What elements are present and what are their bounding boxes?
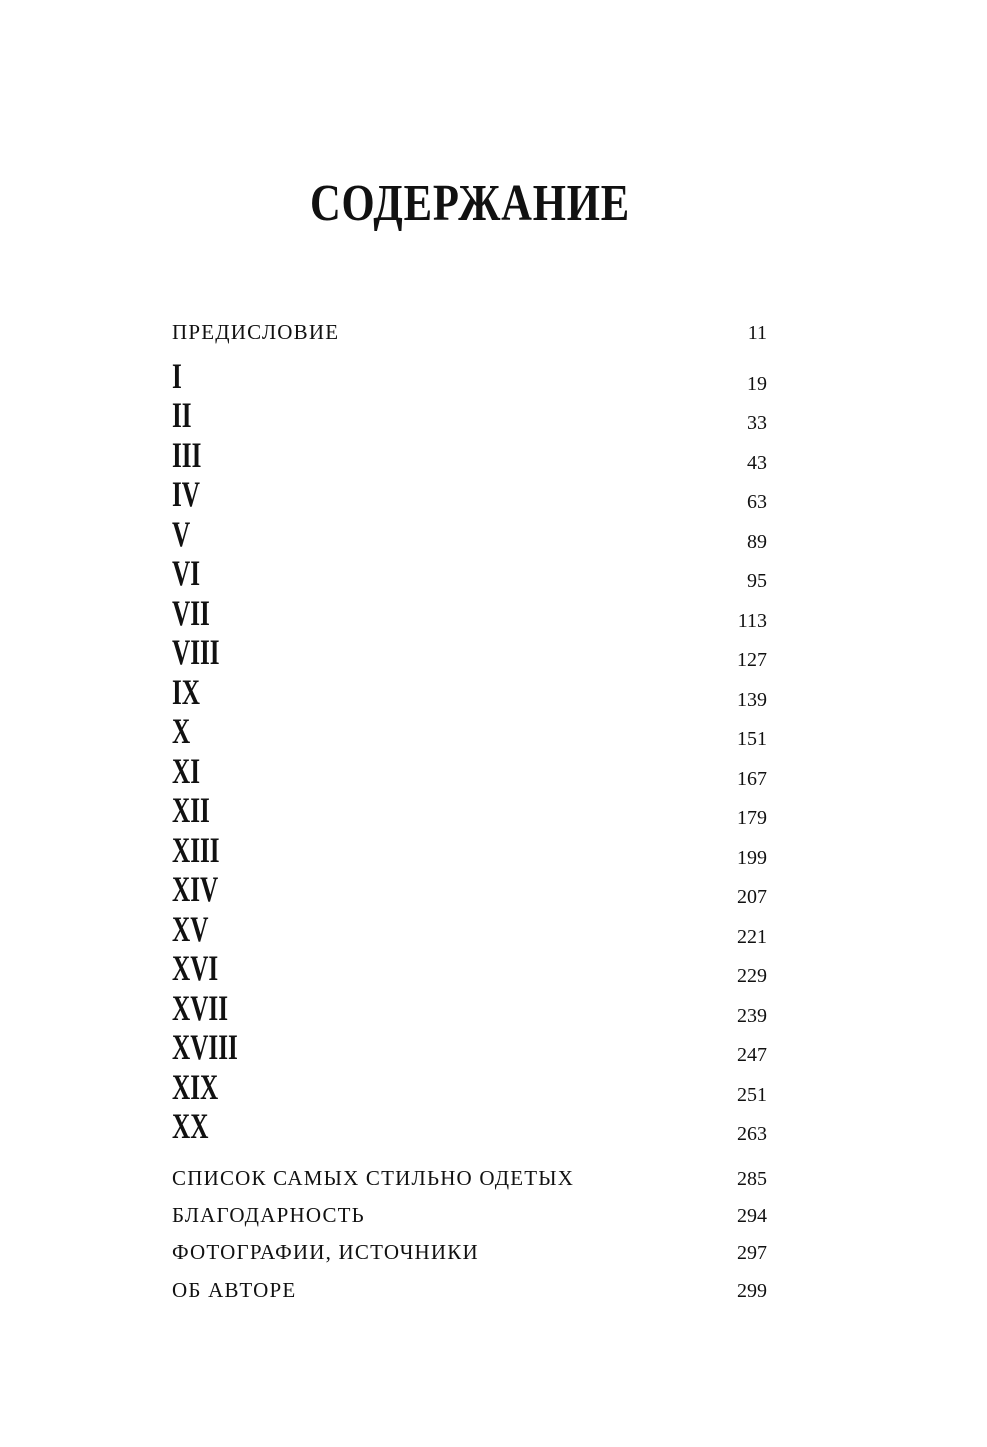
chapter-number: X bbox=[172, 711, 191, 751]
chapter-number: XX bbox=[172, 1106, 209, 1146]
page-number: 297 bbox=[737, 1242, 767, 1264]
toc-entry bbox=[172, 1029, 767, 1065]
page-number: 63 bbox=[747, 491, 767, 513]
toc-entry-label: БЛАГОДАРНОСТЬ bbox=[172, 1203, 365, 1227]
page-number: 229 bbox=[737, 965, 767, 987]
chapter-number: V bbox=[172, 514, 191, 554]
toc-entry bbox=[172, 634, 767, 670]
table-of-contents bbox=[172, 0, 767, 1447]
toc-entry bbox=[172, 792, 767, 828]
page-title: СОДЕРЖАНИЕ bbox=[309, 175, 631, 232]
chapter-number: II bbox=[172, 395, 192, 435]
chapter-number: VIII bbox=[172, 632, 220, 672]
toc-entry bbox=[172, 832, 767, 868]
toc-entry bbox=[172, 990, 767, 1026]
page-number: 43 bbox=[747, 452, 767, 474]
toc-entry-label: ФОТОГРАФИИ, ИСТОЧНИКИ bbox=[172, 1240, 479, 1264]
page-number: 151 bbox=[737, 728, 767, 750]
chapter-number: XIX bbox=[172, 1067, 219, 1107]
toc-entry bbox=[172, 595, 767, 631]
toc-entry bbox=[172, 1108, 767, 1144]
toc-entry bbox=[172, 1227, 767, 1263]
page-number: 263 bbox=[737, 1123, 767, 1145]
page-number: 179 bbox=[737, 807, 767, 829]
page-number: 251 bbox=[737, 1084, 767, 1106]
page-number: 95 bbox=[747, 570, 767, 592]
page-number: 33 bbox=[747, 412, 767, 434]
toc-entry bbox=[172, 1265, 767, 1301]
toc-entry bbox=[172, 437, 767, 473]
toc-entry-label: ПРЕДИСЛОВИЕ bbox=[172, 320, 340, 344]
page-number: 167 bbox=[737, 768, 767, 790]
chapter-number: XIII bbox=[172, 830, 220, 870]
page-number: 113 bbox=[737, 610, 767, 632]
chapter-number: XV bbox=[172, 909, 209, 949]
toc-entry bbox=[172, 358, 767, 394]
toc-entry bbox=[172, 713, 767, 749]
toc-entry bbox=[172, 307, 767, 343]
page-number: 221 bbox=[737, 926, 767, 948]
toc-entry bbox=[172, 753, 767, 789]
chapter-number: VI bbox=[172, 553, 201, 593]
chapter-number: III bbox=[172, 435, 202, 475]
toc-entry bbox=[172, 476, 767, 512]
toc-entry bbox=[172, 950, 767, 986]
chapter-number: XI bbox=[172, 751, 201, 791]
page-number: 199 bbox=[737, 847, 767, 869]
toc-entry-label: ОБ АВТОРЕ bbox=[172, 1278, 297, 1302]
page-number: 19 bbox=[747, 373, 767, 395]
toc-entry bbox=[172, 674, 767, 710]
toc-entry bbox=[172, 555, 767, 591]
chapter-number: XII bbox=[172, 790, 210, 830]
toc-entry bbox=[172, 911, 767, 947]
page-number: 247 bbox=[737, 1044, 767, 1066]
page-number: 294 bbox=[737, 1205, 767, 1227]
page-number: 207 bbox=[737, 886, 767, 908]
page-number: 285 bbox=[737, 1168, 767, 1190]
page-number: 239 bbox=[737, 1005, 767, 1027]
toc-entry-label: СПИСОК САМЫХ СТИЛЬНО ОДЕТЫХ bbox=[172, 1166, 575, 1190]
toc-entry bbox=[172, 1190, 767, 1226]
chapter-number: XVII bbox=[172, 988, 229, 1028]
chapter-number: XVI bbox=[172, 948, 219, 988]
chapter-number: XVIII bbox=[172, 1027, 238, 1067]
chapter-number: VII bbox=[172, 593, 210, 633]
toc-entry bbox=[172, 1153, 767, 1189]
page-number: 299 bbox=[737, 1280, 767, 1302]
page-number: 11 bbox=[747, 322, 767, 344]
chapter-number: IX bbox=[172, 672, 201, 712]
toc-entry bbox=[172, 516, 767, 552]
chapter-number: I bbox=[172, 356, 182, 396]
page-number: 127 bbox=[737, 649, 767, 671]
page-number: 139 bbox=[737, 689, 767, 711]
chapter-number: IV bbox=[172, 474, 201, 514]
toc-entry bbox=[172, 397, 767, 433]
toc-entry bbox=[172, 1069, 767, 1105]
page-number: 89 bbox=[747, 531, 767, 553]
toc-entry bbox=[172, 871, 767, 907]
chapter-number: XIV bbox=[172, 869, 219, 909]
